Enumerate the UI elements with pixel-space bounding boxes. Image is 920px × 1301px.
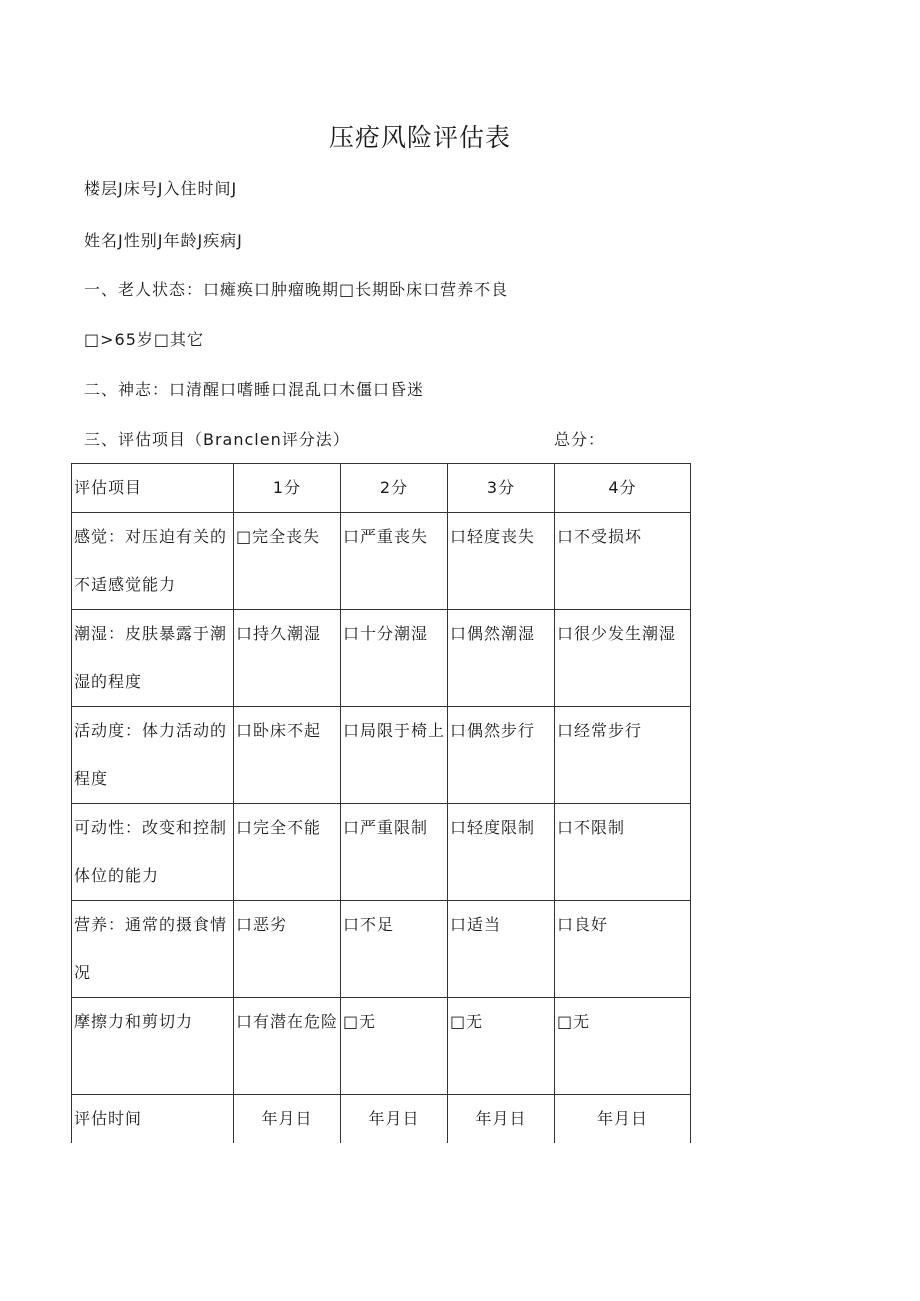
option-cell[interactable]: 口持久潮湿 [234,610,341,707]
table-row-friction [72,998,691,1095]
option-cell[interactable]: 口恶劣 [234,901,341,998]
page-title: 压疮风险评估表 [328,123,511,152]
header-score-3: 3分 [448,464,555,513]
date-cell[interactable]: 年月日 [555,1095,691,1144]
option-cell[interactable]: 口不限制 [555,804,691,901]
option-cell[interactable]: □完全丧失 [234,513,341,610]
name-gender-age-disease-line: 姓名J性别J年龄J疾病J [84,231,243,250]
option-cell[interactable]: □无 [448,998,555,1095]
option-cell[interactable]: 口严重丧失 [341,513,448,610]
option-cell[interactable]: 口严重限制 [341,804,448,901]
assessment-time-label: 评估时间 [72,1095,234,1144]
item-label: 活动度：体力活动的程度 [72,707,234,804]
consciousness-line: 二、神志：口清醒口嗜睡口混乱口木僵口昏迷 [84,380,425,399]
option-cell[interactable]: 口偶然步行 [448,707,555,804]
table-row-nutrition [72,901,691,998]
item-label: 潮湿：皮肤暴露于潮湿的程度 [72,610,234,707]
date-cell[interactable]: 年月日 [448,1095,555,1144]
elder-status-line: 一、老人状态：口瘫痪口肿瘤晚期□长期卧床口营养不良 [84,280,509,299]
table-row-activity [72,707,691,804]
assessment-table [71,463,691,1143]
table-footer-row [72,1095,691,1144]
option-cell[interactable]: 口良好 [555,901,691,998]
header-item: 评估项目 [72,464,234,513]
table-row-mobility [72,804,691,901]
table-row-sensory [72,513,691,610]
item-label: 感觉：对压迫有关的不适感觉能力 [72,513,234,610]
option-cell[interactable]: 口有潜在危险 [234,998,341,1095]
header-score-1: 1分 [234,464,341,513]
option-cell[interactable]: 口经常步行 [555,707,691,804]
option-cell[interactable]: 口很少发生潮湿 [555,610,691,707]
option-cell[interactable]: 口完全不能 [234,804,341,901]
item-label: 摩擦力和剪切力 [72,998,234,1095]
date-cell[interactable]: 年月日 [341,1095,448,1144]
table-row-moisture [72,610,691,707]
option-cell[interactable]: 口轻度限制 [448,804,555,901]
table-header-row [72,464,691,513]
total-score-label: 总分： [554,430,606,449]
option-cell[interactable]: 口适当 [448,901,555,998]
option-cell[interactable]: 口局限于椅上 [341,707,448,804]
assessment-section-heading: 三、评估项目（Branclen评分法） [84,430,350,449]
floor-bed-admission-line: 楼层J床号J入住时间J [84,179,238,198]
option-cell[interactable]: 口偶然潮湿 [448,610,555,707]
option-cell[interactable]: 口不足 [341,901,448,998]
option-cell[interactable]: 口卧床不起 [234,707,341,804]
item-label: 可动性：改变和控制体位的能力 [72,804,234,901]
header-score-4: 4分 [555,464,691,513]
item-label: 营养：通常的摄食情况 [72,901,234,998]
option-cell[interactable]: □无 [555,998,691,1095]
date-cell[interactable]: 年月日 [234,1095,341,1144]
option-cell[interactable]: 口不受损坏 [555,513,691,610]
header-score-2: 2分 [341,464,448,513]
option-cell[interactable]: 口轻度丧失 [448,513,555,610]
elder-status-line-2: □>65岁□其它 [84,330,205,349]
option-cell[interactable]: 口十分潮湿 [341,610,448,707]
option-cell[interactable]: □无 [341,998,448,1095]
